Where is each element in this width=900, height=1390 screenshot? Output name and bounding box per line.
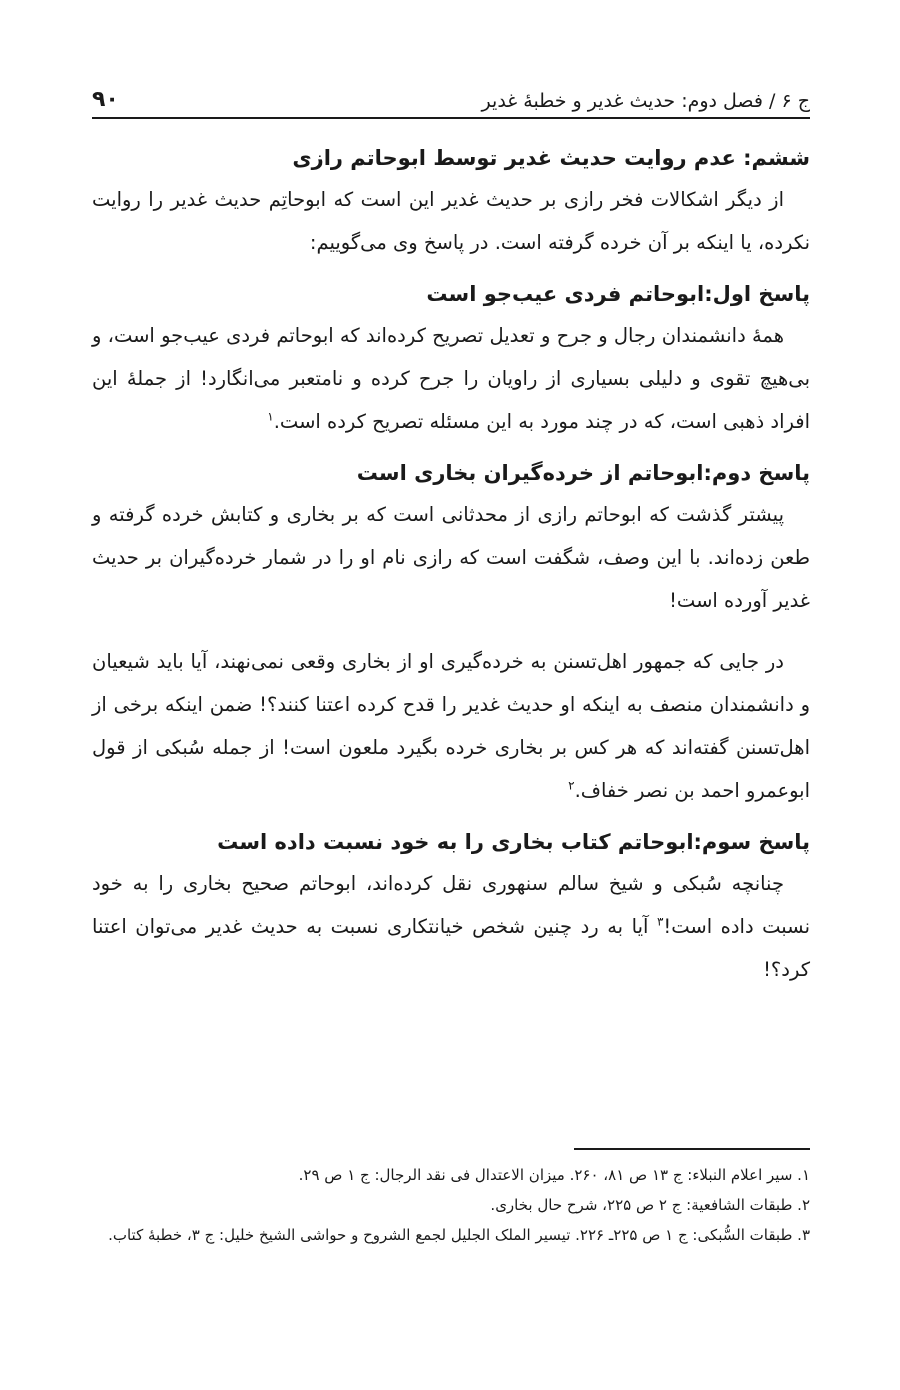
- footnote-ref[interactable]: ۱: [267, 409, 274, 424]
- footnotes: [92, 1160, 810, 1250]
- answer-two-heading: پاسخ دوم:ابوحاتم از خرده‌گیران بخاری است: [356, 461, 810, 485]
- page-header: [92, 72, 810, 112]
- footnote: ۲. طبقات الشافعیة: ج ۲ ص ۲۲۵، شرح حال بخاری.: [490, 1196, 810, 1214]
- main-text: [92, 138, 810, 991]
- footnote-ref[interactable]: ۲: [568, 778, 575, 793]
- page-number: ۹۰: [92, 87, 119, 112]
- footnote-separator: [574, 1148, 810, 1150]
- footnote: ۳. طبقات السُّبکی: ج ۱ ص ۲۲۵ـ ۲۲۶. تیسیر الملک الجلیل لجمع الشروح و حواشی الشیخ خلیل: ج ۳، خطبهٔ کتاب.: [108, 1226, 810, 1244]
- header-rule: [92, 117, 810, 119]
- paragraph: پیشتر گذشت که ابوحاتم رازی از محدثانی است که بر بخاری و کتابش خرده گرفته و طعن زده‌اند. با این وصف، شگفت است که رازی نام او را در شمار خرده‌گیران بر حدیث غدیر آورده است!: [92, 503, 810, 612]
- answer-three-heading: پاسخ سوم:ابوحاتم کتاب بخاری را به خود نسبت داده است: [217, 830, 810, 854]
- paragraph: در جایی که جمهور اهل‌تسنن به خرده‌گیری او از بخاری وقعی نمی‌نهند، آیا باید شیعیان و دانشمندان منصف به اینکه او حدیث غدیر را قدح کرده اعتنا کنند؟! ضمن اینکه برخی از اهل‌تسنن گفته‌اند که هر کس بر بخاری خرده بگیرد ملعون است! از جمله سُبکی از قول ابوعمرو احمد بن نصر خفاف.$^۲$: [92, 650, 810, 802]
- footnote-ref[interactable]: ۳: [656, 914, 664, 929]
- paragraph: همهٔ دانشمندان رجال و جرح و تعدیل تصریح کرده‌اند که ابوحاتم فردی عیب‌جو است، و بی‌هیچ تقوی و دلیلی بسیاری از راویان را جرح کرده و نامتعبر می‌انگارد! از جملهٔ این افراد ذهبی است، که در چند مورد به این مسئله تصریح کرده است.$^۱$: [92, 324, 810, 433]
- paragraph: چنانچه سُبکی و شیخ سالم سنهوری نقل کرده‌اند، ابوحاتم صحیح بخاری را به خود نسبت داده است!$^۳$ آیا به رد چنین شخص خیانتکاری نسبت به حدیث غدیر می‌توان اعتنا کرد؟!: [92, 872, 810, 981]
- footnote: ۱. سیر اعلام النبلاء: ج ۱۳ ص ۸۱، ۲۶۰. میزان الاعتدال فی نقد الرجال: ج ۱ ص ۲۹.: [298, 1166, 810, 1184]
- running-title: ج ۶ / فصل دوم: حدیث غدیر و خطبهٔ غدیر: [481, 90, 810, 112]
- section-heading-six: ششم: عدم روایت حدیث غدیر توسط ابوحاتم رازی: [292, 146, 810, 170]
- paragraph: از دیگر اشکالات فخر رازی بر حدیث غدیر این است که ابوحاتِم حدیث غدیر را روایت نکرده، یا اینکه بر آن خرده گرفته است. در پاسخ وی می‌گوییم:: [92, 188, 810, 254]
- answer-one-heading: پاسخ اول:ابوحاتم فردی عیب‌جو است: [426, 282, 810, 306]
